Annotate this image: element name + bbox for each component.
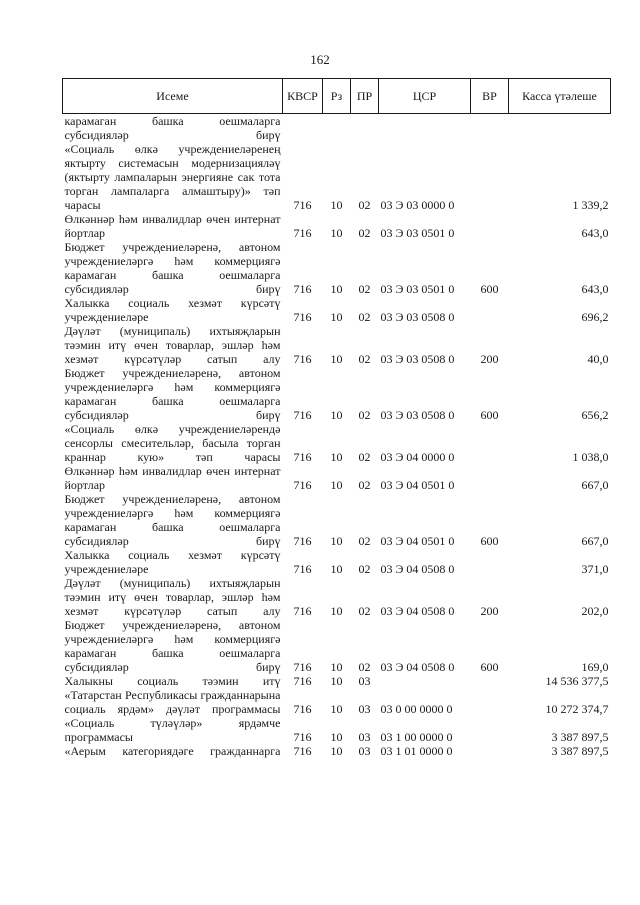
cell-rz: 10 xyxy=(330,534,343,548)
cell-kassa: 696,2 xyxy=(581,310,609,324)
cell-kvsr: 716 xyxy=(293,534,312,548)
cell-rz: 10 xyxy=(330,674,343,688)
cell-rz: 10 xyxy=(330,744,343,758)
cell-kvsr xyxy=(283,114,323,143)
cell-name: Бюджет учреждениеләренә, автоном учреждениеләргә һәм коммерциягә карамаган башка оешмаларга субсидияләр бирү xyxy=(64,240,281,296)
column-header-kassa: Касса үтәлеше xyxy=(509,79,611,114)
column-header-name: Исеме xyxy=(63,79,283,114)
cell-pr: 02 xyxy=(358,450,371,464)
column-header-csr: ЦСР xyxy=(379,79,471,114)
cell-kvsr: 716 xyxy=(293,352,312,366)
cell-vr xyxy=(471,464,509,492)
cell-kassa: 40,0 xyxy=(587,352,609,366)
cell-rz: 10 xyxy=(330,226,343,240)
table-row xyxy=(63,464,611,492)
cell-rz: 10 xyxy=(330,660,343,674)
cell-vr: 600 xyxy=(480,534,499,548)
table-row xyxy=(63,688,611,716)
cell-pr: 02 xyxy=(358,478,371,492)
cell-pr: 02 xyxy=(358,534,371,548)
cell-vr xyxy=(471,422,509,464)
cell-vr: 600 xyxy=(480,282,499,296)
cell-kvsr: 716 xyxy=(293,562,312,576)
table-row xyxy=(63,324,611,366)
cell-kassa xyxy=(509,114,611,143)
cell-csr: 03 Э 03 0501 0 xyxy=(380,282,455,296)
cell-name: Халыкны социаль тәэмин итү xyxy=(64,674,281,688)
table-row xyxy=(63,422,611,464)
cell-name: Бюджет учреждениеләренә, автоном учреждениеләргә һәм коммерциягә карамаган башка оешмаларга субсидияләр бирү xyxy=(64,492,281,548)
cell-pr: 02 xyxy=(358,660,371,674)
cell-csr: 03 Э 03 0501 0 xyxy=(380,226,455,240)
cell-pr: 02 xyxy=(358,226,371,240)
cell-csr: 03 0 00 0000 0 xyxy=(380,702,453,716)
cell-name: Халыкка социаль хезмәт күрсәтү учреждениеләре xyxy=(64,296,281,324)
cell-rz: 10 xyxy=(330,352,343,366)
cell-kvsr: 716 xyxy=(293,310,312,324)
cell-kassa: 169,0 xyxy=(581,660,609,674)
table-header-row xyxy=(63,79,611,114)
cell-kassa: 667,0 xyxy=(581,478,609,492)
column-header-pr: ПР xyxy=(351,79,379,114)
cell-kvsr: 716 xyxy=(293,198,312,212)
cell-kvsr: 716 xyxy=(293,744,312,758)
cell-name: Бюджет учреждениеләренә, автоном учреждениеләргә һәм коммерциягә карамаган башка оешмаларга субсидияләр бирү xyxy=(64,618,281,674)
cell-name: Өлкәннәр һәм инвалидлар өчен интернат йортлар xyxy=(64,464,281,492)
cell-pr: 03 xyxy=(358,674,371,688)
cell-csr xyxy=(379,114,471,143)
cell-vr xyxy=(471,674,509,688)
cell-name: Өлкәннәр һәм инвалидлар өчен интернат йортлар xyxy=(64,212,281,240)
table-row xyxy=(63,744,611,758)
cell-pr: 02 xyxy=(358,352,371,366)
cell-pr: 03 xyxy=(358,744,371,758)
cell-kvsr: 716 xyxy=(293,450,312,464)
cell-kassa: 656,2 xyxy=(581,408,609,422)
cell-vr xyxy=(471,296,509,324)
cell-rz: 10 xyxy=(330,702,343,716)
cell-kassa: 667,0 xyxy=(581,534,609,548)
cell-name: карамаган башка оешмаларга субсидияләр бирү xyxy=(64,114,281,142)
cell-pr: 02 xyxy=(358,604,371,618)
cell-kvsr: 716 xyxy=(293,282,312,296)
cell-pr xyxy=(351,114,379,143)
cell-csr xyxy=(379,674,471,688)
cell-kassa: 643,0 xyxy=(581,282,609,296)
table-row xyxy=(63,576,611,618)
cell-kassa: 1 339,2 xyxy=(572,198,609,212)
cell-rz: 10 xyxy=(330,450,343,464)
cell-kvsr: 716 xyxy=(293,478,312,492)
cell-csr: 03 Э 03 0000 0 xyxy=(380,198,455,212)
table-row xyxy=(63,366,611,422)
cell-vr: 600 xyxy=(480,660,499,674)
cell-csr: 03 1 00 0000 0 xyxy=(380,730,453,744)
cell-csr: 03 Э 04 0508 0 xyxy=(380,562,455,576)
cell-rz: 10 xyxy=(330,604,343,618)
cell-kassa: 3 387 897,5 xyxy=(551,744,609,758)
cell-rz: 10 xyxy=(330,562,343,576)
cell-csr: 03 Э 03 0508 0 xyxy=(380,310,455,324)
cell-name: Дәүләт (муниципаль) ихтыяҗларын тәэмин итү өчен товарлар, эшләр һәм хезмәт күрсәтүләр сатып алу xyxy=(64,324,281,366)
page-number: 162 xyxy=(310,52,330,67)
table-row xyxy=(63,674,611,688)
cell-csr: 03 Э 04 0508 0 xyxy=(380,660,455,674)
cell-csr: 03 Э 03 0508 0 xyxy=(380,352,455,366)
cell-rz: 10 xyxy=(330,730,343,744)
table-row xyxy=(63,548,611,576)
cell-vr: 600 xyxy=(480,408,499,422)
cell-pr: 02 xyxy=(358,562,371,576)
table-row xyxy=(63,142,611,212)
table-row xyxy=(63,114,611,143)
cell-kassa: 202,0 xyxy=(581,604,609,618)
cell-vr xyxy=(471,716,509,744)
cell-name: Халыкка социаль хезмәт күрсәтү учреждениеләре xyxy=(64,548,281,576)
cell-pr: 02 xyxy=(358,198,371,212)
cell-kassa: 14 536 377,5 xyxy=(545,674,609,688)
cell-kvsr: 716 xyxy=(293,408,312,422)
cell-name: Дәүләт (муниципаль) ихтыяҗларын тәэмин итү өчен товарлар, эшләр һәм хезмәт күрсәтүләр сатып алу xyxy=(64,576,281,618)
cell-pr: 02 xyxy=(358,282,371,296)
cell-rz: 10 xyxy=(330,310,343,324)
cell-kvsr: 716 xyxy=(293,674,312,688)
cell-vr xyxy=(471,548,509,576)
cell-vr xyxy=(471,114,509,143)
cell-vr xyxy=(471,212,509,240)
table-row xyxy=(63,212,611,240)
table-row xyxy=(63,716,611,744)
cell-kvsr: 716 xyxy=(293,604,312,618)
cell-csr: 03 Э 04 0508 0 xyxy=(380,604,455,618)
cell-csr: 03 Э 03 0508 0 xyxy=(380,408,455,422)
cell-name: «Татарстан Республикасы гражданнарына социаль ярдәм» дәүләт программасы xyxy=(64,688,281,716)
cell-kassa: 10 272 374,7 xyxy=(545,702,609,716)
table-row xyxy=(63,240,611,296)
cell-vr xyxy=(471,744,509,758)
column-header-vr: ВР xyxy=(471,79,509,114)
table-body xyxy=(63,114,611,759)
cell-csr: 03 1 01 0000 0 xyxy=(380,744,453,758)
cell-vr: 200 xyxy=(480,352,499,366)
cell-kassa: 371,0 xyxy=(581,562,609,576)
cell-rz xyxy=(323,114,351,143)
table-row xyxy=(63,492,611,548)
cell-name: «Социаль өлкә учреждениеләрендә сенсорлы смесительләр, басыла торган краннар кую» тәп чарасы xyxy=(64,422,281,464)
cell-kassa: 643,0 xyxy=(581,226,609,240)
cell-csr: 03 Э 04 0501 0 xyxy=(380,534,455,548)
column-header-rz: Рз xyxy=(323,79,351,114)
cell-pr: 02 xyxy=(358,310,371,324)
cell-pr: 03 xyxy=(358,702,371,716)
cell-csr: 03 Э 04 0501 0 xyxy=(380,478,455,492)
column-header-kvsr: КВСР xyxy=(283,79,323,114)
cell-csr: 03 Э 04 0000 0 xyxy=(380,450,455,464)
cell-name: «Социаль өлкә учреждениеләренең яктырту системасын модернизацияләү (яктырту лампаларын энергияне сак тота торган лампаларга алмаштыру)» тәп чарасы xyxy=(64,142,281,212)
cell-kassa: 3 387 897,5 xyxy=(551,730,609,744)
cell-pr: 02 xyxy=(358,408,371,422)
cell-kassa: 1 038,0 xyxy=(572,450,609,464)
cell-name: «Аерым категориядәге гражданнарга xyxy=(64,744,281,758)
cell-vr xyxy=(471,688,509,716)
cell-rz: 10 xyxy=(330,198,343,212)
cell-kvsr: 716 xyxy=(293,226,312,240)
cell-rz: 10 xyxy=(330,282,343,296)
cell-kvsr: 716 xyxy=(293,660,312,674)
table-row xyxy=(63,296,611,324)
cell-name: Бюджет учреждениеләренә, автоном учреждениеләргә һәм коммерциягә карамаган башка оешмаларга субсидияләр бирү xyxy=(64,366,281,422)
cell-rz: 10 xyxy=(330,408,343,422)
cell-vr xyxy=(471,142,509,212)
cell-pr: 03 xyxy=(358,730,371,744)
cell-vr: 200 xyxy=(480,604,499,618)
cell-rz: 10 xyxy=(330,478,343,492)
cell-kvsr: 716 xyxy=(293,702,312,716)
budget-table xyxy=(62,78,611,758)
cell-kvsr: 716 xyxy=(293,730,312,744)
cell-name: «Социаль түләүләр» ярдәмче программасы xyxy=(64,716,281,744)
table-row xyxy=(63,618,611,674)
